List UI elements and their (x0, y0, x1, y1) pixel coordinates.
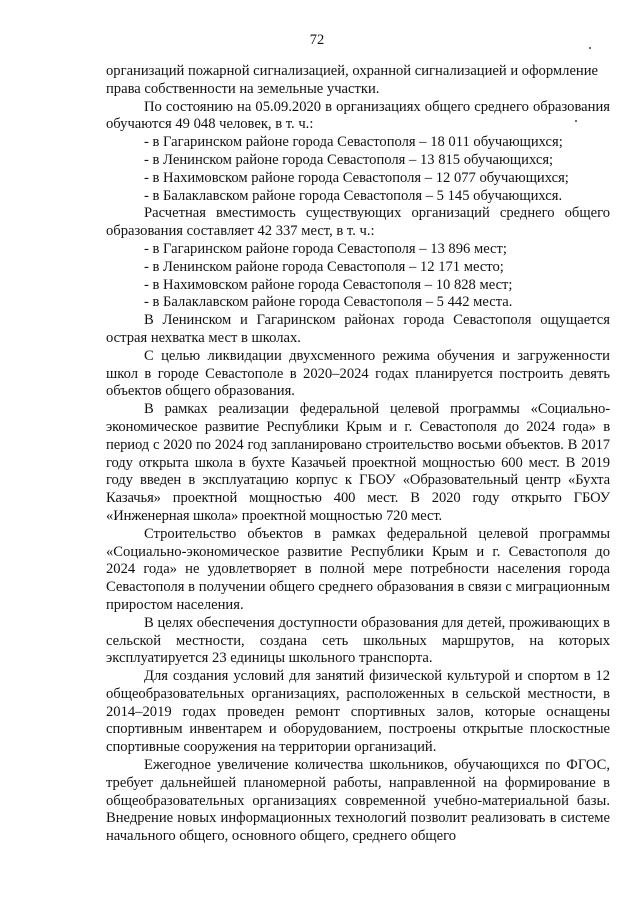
paragraph-capacity: Расчетная вместимость существующих организаций среднего общего образования составляет 42 337 мест, в т. ч.: (106, 205, 610, 240)
document-body (106, 63, 610, 846)
paragraph-fgos: Ежегодное увеличение количества школьников, обучающихся по ФГОС, требует дальнейшей планомерной работы, направленной на формирование в общеобразовательных организациях современной учебно-материальной базы. Внедрение новых информационных технологий позволит реализовать в системе начального общего, основного общего, среднего общего (106, 757, 610, 845)
list-item: - в Гагаринском районе города Севастополя – 18 011 обучающихся; (144, 134, 563, 151)
paragraph-federal-program: В рамках реализации федеральной целевой программы «Социально-экономическое развитие Республики Крым и г. Севастополя до 2024 года» в период с 2020 по 2024 год запланировано строительство восьми объектов. В 2017 году открыта школа в бухте Казачьей проектной мощностью 600 мест. В 2019 году введен в эксплуатацию корпус к ГБОУ «Образовательный центр «Бухта Казачья» проектной мощностью 400 мест. В 2020 году открыто ГБОУ «Инженерная школа» проектной мощностью 720 мест. (106, 401, 610, 524)
list-item: - в Ленинском районе города Севастополя – 12 171 место; (144, 258, 504, 275)
list-item: - в Балаклавском районе города Севастополя – 5 145 обучающихся. (144, 187, 563, 204)
paragraph-sports-facilities: Для создания условий для занятий физической культурой и спортом в 12 общеобразовательных организациях, расположенных в сельской местности, в 2014–2019 годах проведен ремонт спортивных залов, которые оснащены спортивным инвентарем и оборудованием, построены открытые плоскостные спортивные сооружения на территории организаций. (106, 668, 610, 756)
scan-speck (589, 47, 591, 49)
paragraph-continuation: организаций пожарной сигнализацией, охранной сигнализацией и оформление права собственности на земельные участки. (106, 63, 599, 97)
paragraph-construction-plan: С целью ликвидации двухсменного режима обучения и загруженности школ в городе Севастополе в 2020–2024 годах планируется построить девять объектов общего образования. (106, 347, 610, 400)
paragraph-enrollment: По состоянию на 05.09.2020 в организациях общего среднего образования обучаются 49 048 человек, в т. ч.: (106, 98, 610, 133)
list-item: - в Балаклавском районе города Севастополя – 5 442 места. (144, 294, 513, 311)
paragraph-school-routes: В целях обеспечения доступности образования для детей, проживающих в сельской местности, создана сеть школьных маршрутов, на которых эксплуатируется 23 единицы школьного транспорта. (106, 614, 610, 667)
list-item: - в Нахимовском районе города Севастополя – 10 828 мест; (144, 276, 513, 293)
list-item: - в Гагаринском районе города Севастополя – 13 896 мест; (144, 240, 507, 257)
paragraph-program-insufficient: Строительство объектов в рамках федеральной целевой программы «Социально-экономическое развитие Республики Крым и г. Севастополя до 2024 года» не удовлетворяет в полной мере потребности населения города Севастополя в получении общего среднего образования в связи с миграционным приростом населения. (106, 525, 610, 613)
list-item: - в Нахимовском районе города Севастополя – 12 077 обучающихся; (144, 169, 569, 186)
page-number: 72 (309, 32, 325, 48)
list-item: - в Ленинском районе города Севастополя – 13 815 обучающихся; (144, 151, 554, 168)
paragraph-shortage: В Ленинском и Гагаринском районах города Севастополя ощущается острая нехватка мест в школах. (106, 312, 610, 346)
